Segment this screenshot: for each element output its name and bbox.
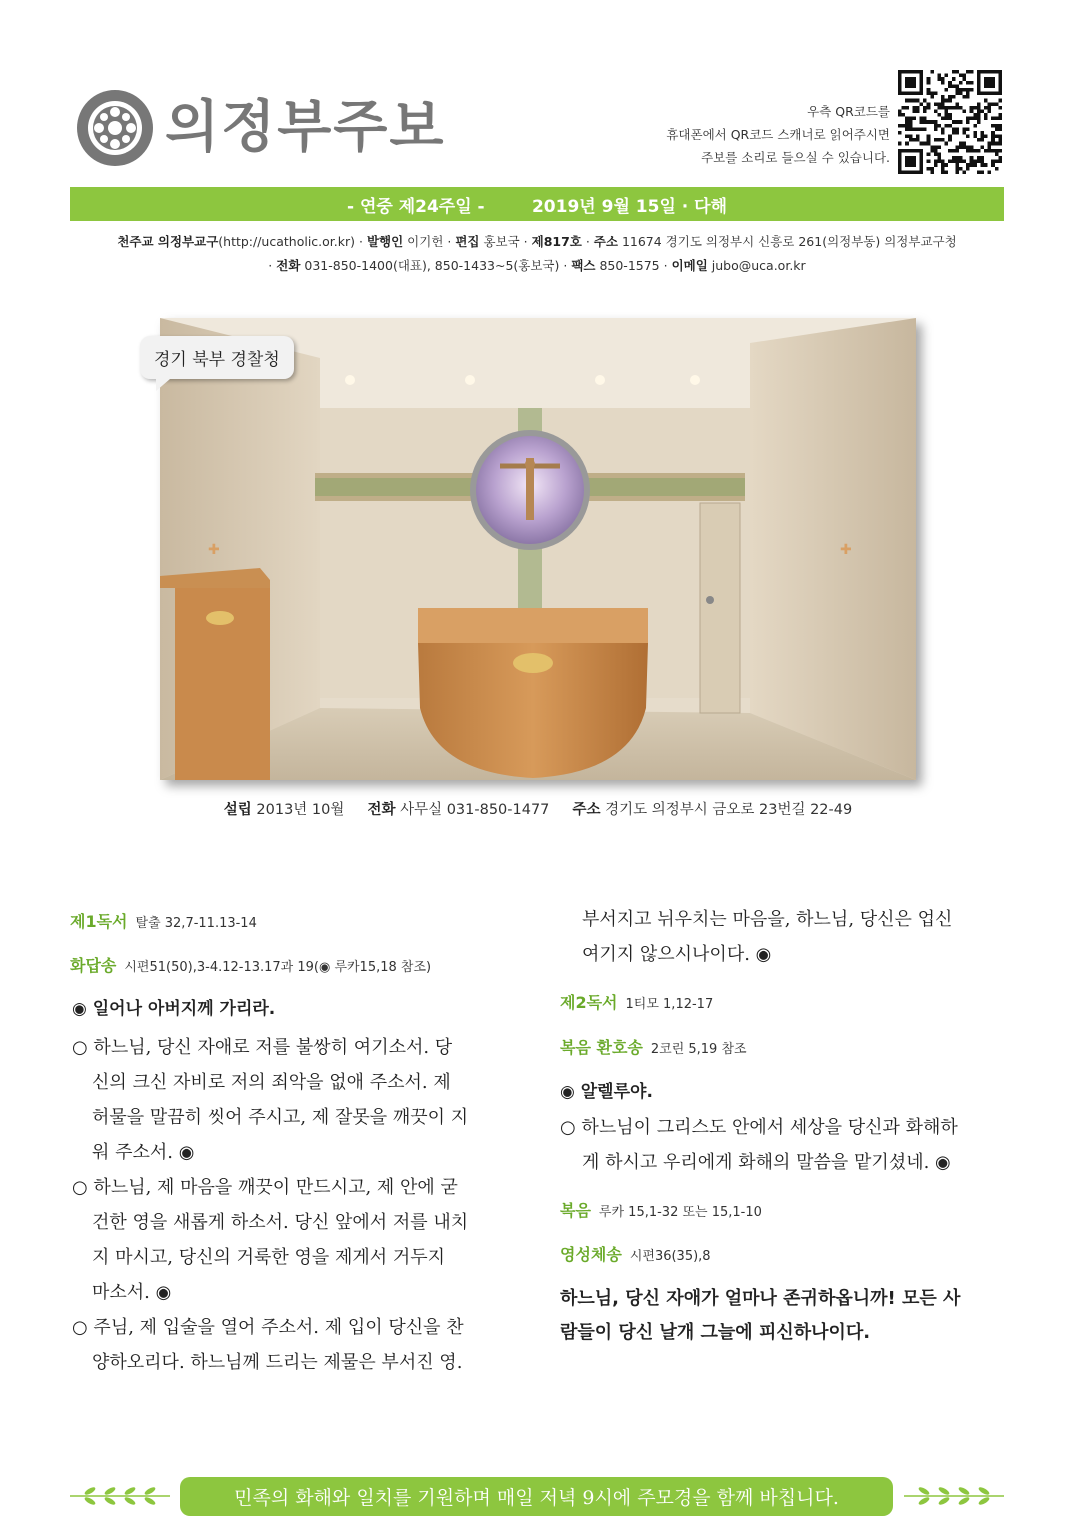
alleluia: ◉ 알렐루야. (560, 1082, 653, 1102)
verse-line: 여기지 않으시나이다. ◉ (582, 944, 772, 965)
communion-text-line: 하느님, 당신 자애가 얼마나 존귀하옵니까! 모든 사 (560, 1288, 961, 1309)
contact-info: · 전화 031-850-1400(대표), 850-1433~5(홍보국) · 팩스 850-1575 · 이메일 jubo@uca.or.kr (268, 258, 806, 273)
communion-text-line: 람들이 당신 날개 그늘에 피신하나이다. (560, 1322, 871, 1343)
editor-label: 편집 (455, 234, 480, 249)
parish-name-badge: 경기 북부 경찰청 (140, 336, 294, 379)
caption-addr-label: 주소 (572, 802, 601, 818)
chapel-photo (160, 318, 916, 780)
second-reading (560, 990, 713, 1013)
est-label: 설립 (223, 802, 252, 818)
photo-caption (160, 798, 916, 819)
vine-decoration-icon (70, 1483, 170, 1509)
verse-line: ○ 하느님, 당신 자애로 저를 불쌍히 여기소서. 당 (72, 1037, 453, 1058)
publisher-value: 이기헌 (407, 234, 444, 249)
verse-line: 마소서. ◉ (92, 1282, 172, 1303)
publisher-label: 발행인 (366, 234, 404, 249)
gospel-ref: 루카 15,1-32 또는 15,1-10 (598, 1205, 762, 1220)
second-reading-label: 제2독서 (560, 993, 618, 1012)
fax-value: 850-1575 (599, 258, 660, 273)
qr-code-icon[interactable] (898, 70, 1002, 174)
verse-line: 지 마시고, 당신의 거룩한 영을 제게서 거두지 (92, 1247, 446, 1268)
verse-line: 워 주소서. ◉ (92, 1142, 195, 1163)
footer-prayer-banner: 민족의 화해와 일치를 기원하며 매일 저녁 9시에 주모경을 함께 바칩니다. (180, 1477, 893, 1516)
liturgical-week: - 연중 제24주일 - (346, 196, 485, 217)
qr-note-line: 우측 QR코드를 (807, 104, 890, 119)
org-url[interactable]: (http://ucatholic.or.kr) (218, 234, 356, 249)
verse-line: 신의 크신 자비로 저의 죄악을 없애 주소서. 제 (92, 1072, 451, 1093)
caption-tel-value: 사무실 031-850-1477 (400, 802, 550, 818)
communion-antiphon (560, 1242, 711, 1265)
acclamation-ref: 2코린 5,19 참조 (650, 1042, 747, 1057)
verse-line: 양하오리다. 하느님께 드리는 제물은 부서진 영. (92, 1352, 463, 1373)
verse-line: 건한 영을 새롭게 하소서. 당신 앞에서 저를 내치 (92, 1212, 469, 1233)
verse-line: 허물을 말끔히 씻어 주시고, 제 잘못을 깨끗이 지 (92, 1107, 469, 1128)
communion-ref: 시편36(35),8 (629, 1249, 711, 1264)
psalm (70, 953, 431, 976)
first-reading-label: 제1독서 (70, 912, 128, 931)
verse-line: ○ 하느님, 제 마음을 깨끗이 만드시고, 제 안에 굳 (72, 1177, 458, 1198)
verse-line: 게 하시고 우리에게 화해의 말씀을 맡기셨네. ◉ (582, 1152, 951, 1173)
address-label: 주소 (593, 234, 618, 249)
issue-bar (70, 187, 1004, 221)
acclamation-label: 복음 환호송 (560, 1038, 643, 1057)
issue-date: 2019년 9월 15일 · 다해 (531, 196, 728, 217)
fax-label: 팩스 (571, 258, 596, 273)
svg-text:✚: ✚ (840, 542, 852, 558)
caption-tel-label: 전화 (367, 802, 396, 818)
address-value: 11674 경기도 의정부시 신흥로 261(의정부동) 의정부교구청 (621, 234, 957, 249)
verse-line: 부서지고 뉘우치는 마음을, 하느님, 당신은 업신 (582, 909, 953, 930)
tel-value: 031-850-1400(대표), 850-1433~5(홍보국) (304, 258, 560, 273)
email-value[interactable]: jubo@uca.or.kr (711, 258, 806, 273)
masthead-title: 의정부주보 (165, 94, 446, 160)
verse-line: ○ 하느님이 그리스도 안에서 세상을 당신과 화해하 (560, 1117, 958, 1138)
org-name: 천주교 의정부교구 (117, 234, 219, 249)
psalm-label: 화답송 (70, 956, 117, 975)
issue-number: 제817호 (531, 234, 582, 249)
est-value: 2013년 10월 (256, 802, 345, 818)
first-reading (70, 909, 257, 932)
qr-instructions (630, 100, 890, 169)
psalm-ref: 시편51(50),3-4.12-13.17과 19(◉ 루카15,18 참조) (124, 960, 432, 975)
gospel (560, 1198, 762, 1221)
psalm-response: ◉ 일어나 아버지께 가리라. (72, 999, 276, 1019)
caption-addr-value: 경기도 의정부시 금오로 23번길 22-49 (605, 802, 853, 818)
gospel-label: 복음 (560, 1201, 591, 1220)
editor-value: 홍보국 (483, 234, 520, 249)
svg-text:✚: ✚ (208, 542, 220, 558)
verse-line: ○ 주님, 제 입술을 열어 주소서. 제 입이 당신을 찬 (72, 1317, 464, 1338)
gospel-acclamation (560, 1035, 747, 1058)
communion-label: 영성체송 (560, 1245, 622, 1264)
qr-note-line: 주보를 소리로 들으실 수 있습니다. (701, 150, 890, 165)
tel-label: 전화 (276, 258, 301, 273)
publisher-info: 천주교 의정부교구(http://ucatholic.or.kr) · 발행인 이기헌 · 편집 홍보국 · 제817호 · 주소 11674 경기도 의정부시 신흥로 261(의정부동) 의정부교구청 (117, 234, 957, 249)
first-reading-ref: 탈출 32,7-11.13-14 (135, 916, 257, 931)
vine-decoration-icon (904, 1483, 1004, 1509)
logo-emblem (75, 88, 155, 168)
qr-note-line: 휴대폰에서 QR코드 스캐너로 읽어주시면 (666, 127, 890, 142)
email-label: 이메일 (671, 258, 708, 273)
second-reading-ref: 1티모 1,12-17 (625, 997, 714, 1012)
